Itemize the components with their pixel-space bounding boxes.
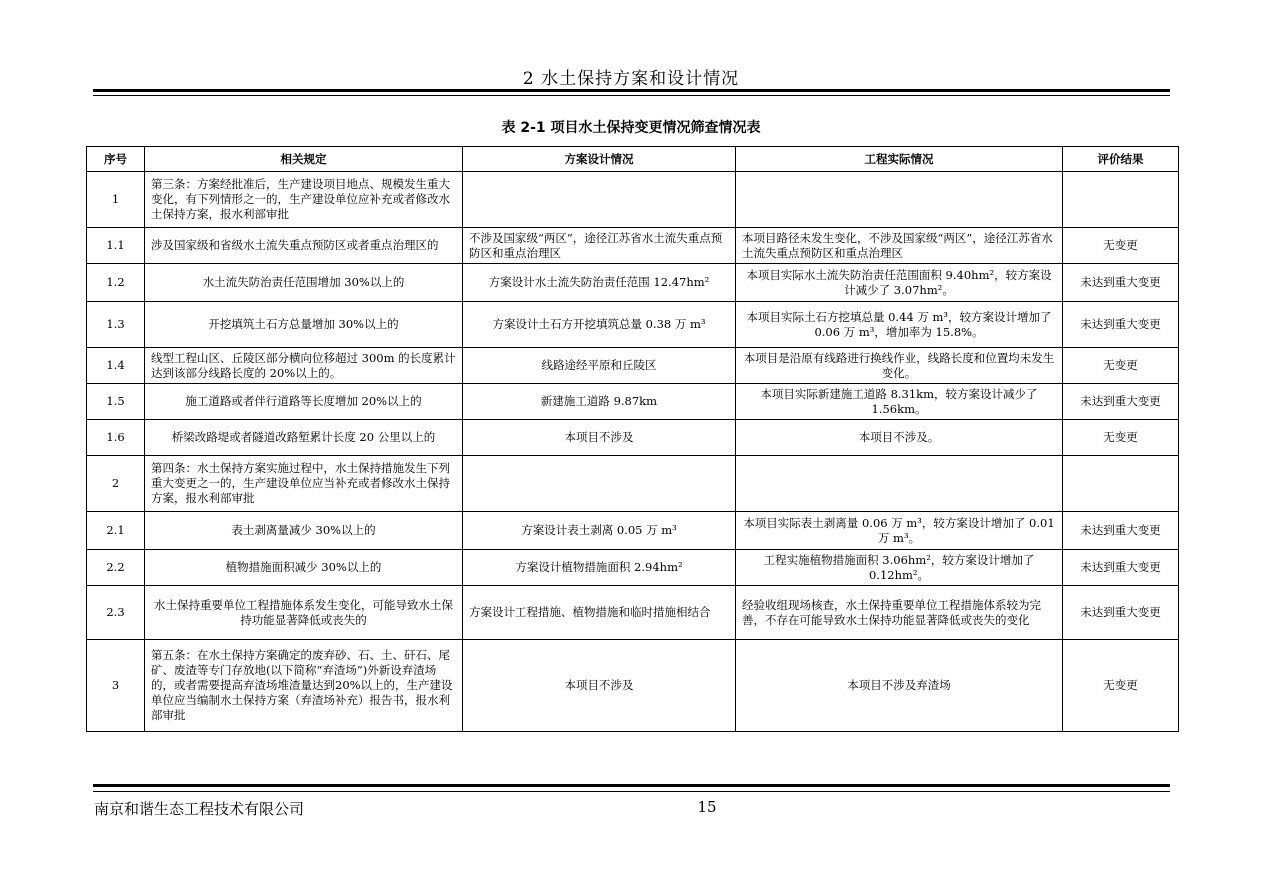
header-no: 序号 — [87, 147, 145, 172]
cell-actual: 本项目是沿原有线路进行换线作业，线路长度和位置均未发生变化。 — [736, 348, 1063, 384]
footer-company-name: 南京和谐生态工程技术有限公司 — [94, 800, 305, 818]
page-header-title: 2 水土保持方案和设计情况 — [522, 69, 740, 89]
table-row — [87, 586, 1179, 640]
table-row — [87, 456, 1179, 512]
table-header-row — [87, 147, 1179, 172]
cell-result — [1063, 456, 1179, 512]
header-design: 方案设计情况 — [463, 147, 736, 172]
cell-rule: 水土流失防治责任范围增加 30%以上的 — [145, 264, 463, 302]
cell-actual: 本项目实际表土剥离量 0.06 万 m³，较方案设计增加了 0.01 万 m³。 — [736, 512, 1063, 550]
cell-actual: 经验收组现场核查，水土保持重要单位工程措施体系较为完善，不存在可能导致水土保持功能显著降低或丧失的变化 — [736, 586, 1063, 640]
cell-rule: 开挖填筑土石方总量增加 30%以上的 — [145, 302, 463, 348]
cell-result: 无变更 — [1063, 640, 1179, 732]
header-result: 评价结果 — [1063, 147, 1179, 172]
table-row — [87, 384, 1179, 420]
cell-design — [463, 456, 736, 512]
cell-no: 1 — [87, 172, 145, 228]
cell-rule: 桥梁改路堤或者隧道改路堑累计长度 20 公里以上的 — [145, 420, 463, 456]
cell-design: 本项目不涉及 — [463, 640, 736, 732]
cell-no: 1.2 — [87, 264, 145, 302]
cell-result: 未达到重大变更 — [1063, 302, 1179, 348]
cell-design — [463, 172, 736, 228]
cell-no: 1.1 — [87, 228, 145, 264]
header-rule-thick — [93, 89, 1170, 92]
cell-result: 未达到重大变更 — [1063, 264, 1179, 302]
cell-result — [1063, 172, 1179, 228]
cell-design: 方案设计植物措施面积 2.94hm² — [463, 550, 736, 586]
cell-rule: 线型工程山区、丘陵区部分横向位移超过 300m 的长度累计达到该部分线路长度的 20%以上的。 — [145, 348, 463, 384]
header-rule: 相关规定 — [145, 147, 463, 172]
cell-no: 1.3 — [87, 302, 145, 348]
cell-no: 1.6 — [87, 420, 145, 456]
change-screening-table — [86, 146, 1179, 732]
cell-actual: 本项目路径未发生变化，不涉及国家级“两区”，途径江苏省水土流失重点预防区和重点治理区 — [736, 228, 1063, 264]
cell-design: 方案设计水土流失防治责任范围 12.47hm² — [463, 264, 736, 302]
table-row — [87, 264, 1179, 302]
cell-actual: 本项目实际土石方挖填总量 0.44 万 m³，较方案设计增加了 0.06 万 m³，增加率为 15.8%。 — [736, 302, 1063, 348]
cell-actual — [736, 172, 1063, 228]
cell-rule: 第三条：方案经批准后，生产建设项目地点、规模发生重大变化，有下列情形之一的，生产建设单位应补充或者修改水土保持方案，报水利部审批 — [145, 172, 463, 228]
table-row — [87, 348, 1179, 384]
cell-rule: 施工道路或者伴行道路等长度增加 20%以上的 — [145, 384, 463, 420]
cell-no: 1.4 — [87, 348, 145, 384]
cell-design: 本项目不涉及 — [463, 420, 736, 456]
cell-actual: 本项目不涉及弃渣场 — [736, 640, 1063, 732]
cell-no: 2.1 — [87, 512, 145, 550]
cell-design: 不涉及国家级“两区”，途径江苏省水土流失重点预防区和重点治理区 — [463, 228, 736, 264]
table-title: 表 2-1 项目水土保持变更情况筛查情况表 — [501, 120, 761, 136]
cell-result: 无变更 — [1063, 420, 1179, 456]
cell-design: 方案设计工程措施、植物措施和临时措施相结合 — [463, 586, 736, 640]
cell-rule: 植物措施面积减少 30%以上的 — [145, 550, 463, 586]
cell-rule: 第四条：水土保持方案实施过程中，水土保持措施发生下列重大变更之一的，生产建设单位应当补充或者修改水土保持方案，报水利部审批 — [145, 456, 463, 512]
footer-rule-thin — [93, 791, 1170, 792]
cell-design: 方案设计土石方开挖填筑总量 0.38 万 m³ — [463, 302, 736, 348]
cell-actual — [736, 456, 1063, 512]
table-row — [87, 172, 1179, 228]
header-actual: 工程实际情况 — [736, 147, 1063, 172]
page-number: 15 — [697, 798, 717, 816]
cell-rule: 涉及国家级和省级水土流失重点预防区或者重点治理区的 — [145, 228, 463, 264]
cell-result: 未达到重大变更 — [1063, 512, 1179, 550]
table-row — [87, 512, 1179, 550]
cell-result: 无变更 — [1063, 228, 1179, 264]
cell-no: 3 — [87, 640, 145, 732]
cell-result: 未达到重大变更 — [1063, 586, 1179, 640]
cell-actual: 本项目不涉及。 — [736, 420, 1063, 456]
cell-design: 线路途经平原和丘陵区 — [463, 348, 736, 384]
table-row — [87, 228, 1179, 264]
footer-rule-thick — [93, 784, 1170, 787]
cell-no: 2 — [87, 456, 145, 512]
cell-rule: 表土剥离量减少 30%以上的 — [145, 512, 463, 550]
cell-no: 2.2 — [87, 550, 145, 586]
cell-result: 无变更 — [1063, 348, 1179, 384]
table-row — [87, 640, 1179, 732]
header-rule-thin — [93, 95, 1170, 96]
cell-rule: 水土保持重要单位工程措施体系发生变化，可能导致水土保持功能显著降低或丧失的 — [145, 586, 463, 640]
table-row — [87, 420, 1179, 456]
cell-design: 方案设计表土剥离 0.05 万 m³ — [463, 512, 736, 550]
cell-rule: 第五条：在水土保持方案确定的废弃砂、石、土、矸石、尾矿、废渣等专门存放地(以下简称“弃渣场”)外新设弃渣场的，或者需要提高弃渣场堆渣量达到20%以上的，生产建设单位应当编制水土保持方案（弃渣场补充）报告书，报水利部审批 — [145, 640, 463, 732]
table-row — [87, 302, 1179, 348]
cell-design: 新建施工道路 9.87km — [463, 384, 736, 420]
cell-result: 未达到重大变更 — [1063, 550, 1179, 586]
cell-actual: 本项目实际水土流失防治责任范围面积 9.40hm²，较方案设计减少了 3.07hm²。 — [736, 264, 1063, 302]
cell-result: 未达到重大变更 — [1063, 384, 1179, 420]
cell-no: 2.3 — [87, 586, 145, 640]
cell-actual: 本项目实际新建施工道路 8.31km，较方案设计减少了 1.56km。 — [736, 384, 1063, 420]
cell-actual: 工程实施植物措施面积 3.06hm²，较方案设计增加了 0.12hm²。 — [736, 550, 1063, 586]
cell-no: 1.5 — [87, 384, 145, 420]
table-row — [87, 550, 1179, 586]
